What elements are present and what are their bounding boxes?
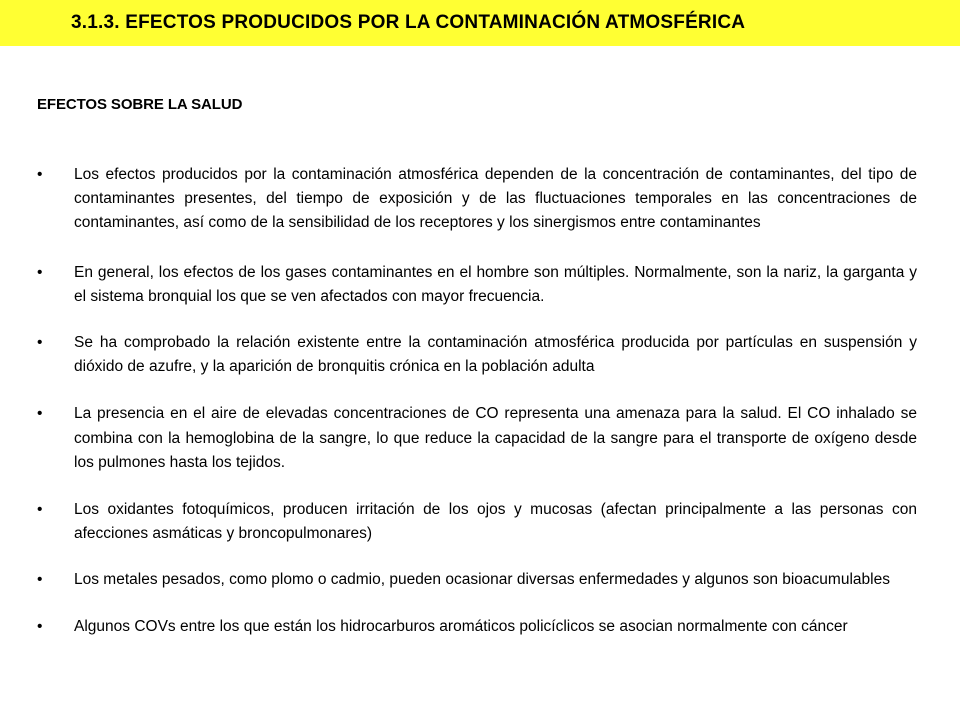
- list-item: [37, 402, 917, 475]
- bullet-icon: •: [37, 405, 43, 423]
- bullet-icon: •: [37, 263, 43, 281]
- list-item: [37, 615, 917, 639]
- list-item-text: Se ha comprobado la relación existente entre la contaminación atmosférica producida por partículas en suspensión y dióxido de azufre, y la aparición de bronquitis crónica en la población adulta: [74, 334, 917, 376]
- list-item-text: Los metales pesados, como plomo o cadmio, pueden ocasionar diversas enfermedades y algunos son bioacumulables: [74, 571, 890, 589]
- page-title: 3.1.3. EFECTOS PRODUCIDOS POR LA CONTAMINACIÓN ATMOSFÉRICA: [71, 12, 746, 33]
- list-item-text: Los oxidantes fotoquímicos, producen irritación de los ojos y mucosas (afectan principalmente a las personas con afecciones asmáticas y broncopulmonares): [74, 501, 917, 543]
- bullet-list: [37, 163, 917, 639]
- list-item-text: Algunos COVs entre los que están los hidrocarburos aromáticos policíclicos se asocian normalmente con cáncer: [74, 617, 848, 635]
- list-item: [37, 331, 917, 379]
- bullet-icon: •: [37, 334, 43, 352]
- list-item: [37, 498, 917, 546]
- bullet-icon: •: [37, 571, 43, 589]
- list-item-text: Los efectos producidos por la contaminación atmosférica dependen de la concentración de contaminantes, del tipo de contaminantes presentes, del tiempo de exposición y de las fluctuaciones temporales en las concentraciones de contaminantes, así como de la sensibilidad de los receptores y los sinergismos entre contaminantes: [74, 166, 917, 232]
- bullet-icon: •: [37, 166, 43, 183]
- bullet-icon: •: [37, 617, 43, 635]
- list-item: [37, 568, 917, 592]
- bullet-icon: •: [37, 501, 43, 519]
- list-item: [37, 261, 917, 309]
- list-item: [37, 163, 917, 236]
- list-item-text: La presencia en el aire de elevadas concentraciones de CO representa una amenaza para la salud. El CO inhalado se combina con la hemoglobina de la sangre, lo que reduce la capacidad de la sangre para el transporte de oxígeno desde los pulmones hasta los tejidos.: [74, 405, 917, 471]
- list-item-text: En general, los efectos de los gases contaminantes en el hombre son múltiples. Normalmente, son la nariz, la garganta y el sistema bronquial los que se ven afectados con mayor frecuencia.: [74, 263, 917, 305]
- title-bar: [0, 0, 960, 46]
- section-heading: EFECTOS SOBRE LA SALUD: [37, 96, 243, 113]
